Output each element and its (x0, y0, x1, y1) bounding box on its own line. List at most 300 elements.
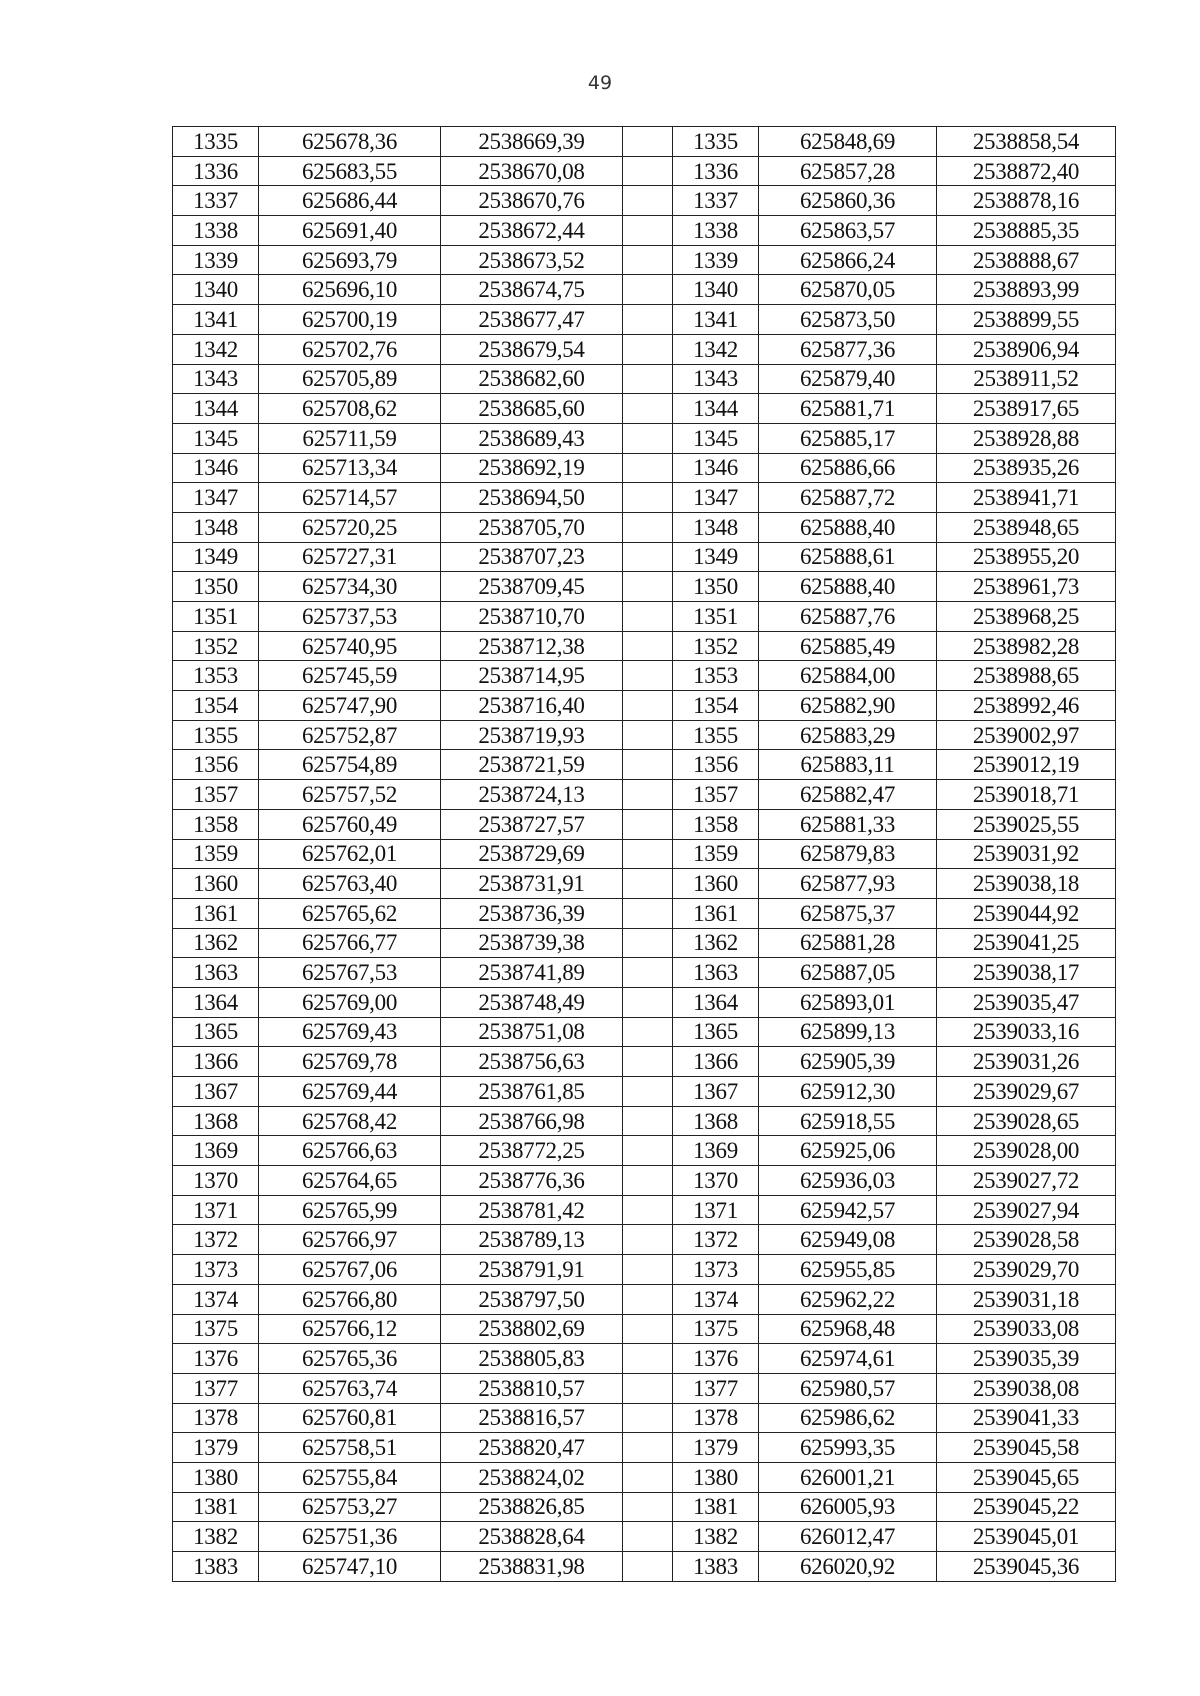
right-y-coordinate-cell: 2538899,55 (937, 305, 1116, 335)
table-row (173, 1195, 1116, 1225)
left-y-coordinate-cell: 2538679,54 (441, 334, 623, 364)
table-row (173, 156, 1116, 186)
right-y-coordinate-cell: 2539045,01 (937, 1522, 1116, 1552)
table-row (173, 394, 1116, 424)
left-point-number-cell: 1355 (173, 720, 259, 750)
right-point-number-cell: 1341 (673, 305, 759, 335)
right-x-coordinate-cell: 625888,40 (759, 512, 937, 542)
right-point-number-cell: 1363 (673, 958, 759, 988)
empty-separator-cell (623, 1077, 673, 1107)
right-x-coordinate-cell: 626020,92 (759, 1552, 937, 1582)
left-y-coordinate-cell: 2538756,63 (441, 1047, 623, 1077)
left-point-number-cell: 1370 (173, 1166, 259, 1196)
right-y-coordinate-cell: 2538928,88 (937, 423, 1116, 453)
right-point-number-cell: 1340 (673, 275, 759, 305)
left-point-number-cell: 1351 (173, 602, 259, 632)
right-y-coordinate-cell: 2539041,25 (937, 928, 1116, 958)
right-y-coordinate-cell: 2539038,17 (937, 958, 1116, 988)
left-y-coordinate-cell: 2538705,70 (441, 512, 623, 542)
right-y-coordinate-cell: 2539012,19 (937, 750, 1116, 780)
empty-separator-cell (623, 1552, 673, 1582)
left-x-coordinate-cell: 625753,27 (259, 1492, 441, 1522)
right-x-coordinate-cell: 625881,71 (759, 394, 937, 424)
right-x-coordinate-cell: 625887,76 (759, 602, 937, 632)
left-point-number-cell: 1365 (173, 1017, 259, 1047)
right-x-coordinate-cell: 625888,40 (759, 572, 937, 602)
empty-separator-cell (623, 394, 673, 424)
right-x-coordinate-cell: 626012,47 (759, 1522, 937, 1552)
right-x-coordinate-cell: 625968,48 (759, 1314, 937, 1344)
left-y-coordinate-cell: 2538674,75 (441, 275, 623, 305)
left-x-coordinate-cell: 625693,79 (259, 245, 441, 275)
table-row (173, 1403, 1116, 1433)
left-y-coordinate-cell: 2538719,93 (441, 720, 623, 750)
right-point-number-cell: 1351 (673, 602, 759, 632)
left-point-number-cell: 1347 (173, 483, 259, 513)
left-x-coordinate-cell: 625763,74 (259, 1373, 441, 1403)
empty-separator-cell (623, 1433, 673, 1463)
right-point-number-cell: 1339 (673, 245, 759, 275)
table-row (173, 245, 1116, 275)
table-row (173, 1284, 1116, 1314)
left-x-coordinate-cell: 625686,44 (259, 186, 441, 216)
right-y-coordinate-cell: 2539025,55 (937, 809, 1116, 839)
left-y-coordinate-cell: 2538766,98 (441, 1106, 623, 1136)
left-y-coordinate-cell: 2538727,57 (441, 809, 623, 839)
left-y-coordinate-cell: 2538721,59 (441, 750, 623, 780)
left-x-coordinate-cell: 625758,51 (259, 1433, 441, 1463)
left-x-coordinate-cell: 625768,42 (259, 1106, 441, 1136)
page-number: 49 (587, 72, 613, 94)
empty-separator-cell (623, 216, 673, 246)
table-row (173, 305, 1116, 335)
right-x-coordinate-cell: 625883,11 (759, 750, 937, 780)
right-y-coordinate-cell: 2538878,16 (937, 186, 1116, 216)
left-x-coordinate-cell: 625696,10 (259, 275, 441, 305)
empty-separator-cell (623, 186, 673, 216)
right-x-coordinate-cell: 625875,37 (759, 898, 937, 928)
right-point-number-cell: 1336 (673, 156, 759, 186)
right-x-coordinate-cell: 626001,21 (759, 1462, 937, 1492)
table-row (173, 661, 1116, 691)
right-y-coordinate-cell: 2539031,18 (937, 1284, 1116, 1314)
left-point-number-cell: 1381 (173, 1492, 259, 1522)
left-point-number-cell: 1342 (173, 334, 259, 364)
right-point-number-cell: 1375 (673, 1314, 759, 1344)
right-x-coordinate-cell: 625980,57 (759, 1373, 937, 1403)
table-row (173, 1106, 1116, 1136)
left-y-coordinate-cell: 2538689,43 (441, 423, 623, 453)
empty-separator-cell (623, 928, 673, 958)
left-y-coordinate-cell: 2538731,91 (441, 869, 623, 899)
table-row (173, 1136, 1116, 1166)
right-y-coordinate-cell: 2539028,65 (937, 1106, 1116, 1136)
left-y-coordinate-cell: 2538789,13 (441, 1225, 623, 1255)
empty-separator-cell (623, 334, 673, 364)
right-point-number-cell: 1368 (673, 1106, 759, 1136)
right-x-coordinate-cell: 625885,49 (759, 631, 937, 661)
right-x-coordinate-cell: 625877,36 (759, 334, 937, 364)
empty-separator-cell (623, 1106, 673, 1136)
table-row (173, 780, 1116, 810)
right-x-coordinate-cell: 625857,28 (759, 156, 937, 186)
table-row (173, 1522, 1116, 1552)
right-x-coordinate-cell: 625993,35 (759, 1433, 937, 1463)
left-x-coordinate-cell: 625766,77 (259, 928, 441, 958)
empty-separator-cell (623, 1166, 673, 1196)
empty-separator-cell (623, 1195, 673, 1225)
right-point-number-cell: 1378 (673, 1403, 759, 1433)
left-point-number-cell: 1366 (173, 1047, 259, 1077)
left-x-coordinate-cell: 625714,57 (259, 483, 441, 513)
left-point-number-cell: 1378 (173, 1403, 259, 1433)
empty-separator-cell (623, 1225, 673, 1255)
left-point-number-cell: 1375 (173, 1314, 259, 1344)
empty-separator-cell (623, 809, 673, 839)
left-x-coordinate-cell: 625767,06 (259, 1255, 441, 1285)
left-point-number-cell: 1359 (173, 839, 259, 869)
table-body (173, 127, 1116, 1582)
table-row (173, 1373, 1116, 1403)
table-row (173, 572, 1116, 602)
left-y-coordinate-cell: 2538716,40 (441, 691, 623, 721)
left-x-coordinate-cell: 625740,95 (259, 631, 441, 661)
right-point-number-cell: 1380 (673, 1462, 759, 1492)
table-row (173, 1047, 1116, 1077)
right-x-coordinate-cell: 625887,72 (759, 483, 937, 513)
left-y-coordinate-cell: 2538797,50 (441, 1284, 623, 1314)
left-y-coordinate-cell: 2538709,45 (441, 572, 623, 602)
right-x-coordinate-cell: 625885,17 (759, 423, 937, 453)
right-y-coordinate-cell: 2539038,18 (937, 869, 1116, 899)
empty-separator-cell (623, 1344, 673, 1374)
left-x-coordinate-cell: 625691,40 (259, 216, 441, 246)
empty-separator-cell (623, 275, 673, 305)
empty-separator-cell (623, 780, 673, 810)
left-x-coordinate-cell: 625765,62 (259, 898, 441, 928)
table-row (173, 1225, 1116, 1255)
left-y-coordinate-cell: 2538673,52 (441, 245, 623, 275)
right-point-number-cell: 1348 (673, 512, 759, 542)
left-point-number-cell: 1350 (173, 572, 259, 602)
left-point-number-cell: 1345 (173, 423, 259, 453)
coordinates-table (172, 126, 1116, 1582)
right-x-coordinate-cell: 625866,24 (759, 245, 937, 275)
left-point-number-cell: 1372 (173, 1225, 259, 1255)
left-x-coordinate-cell: 625745,59 (259, 661, 441, 691)
right-x-coordinate-cell: 625912,30 (759, 1077, 937, 1107)
empty-separator-cell (623, 127, 673, 157)
left-y-coordinate-cell: 2538805,83 (441, 1344, 623, 1374)
empty-separator-cell (623, 1314, 673, 1344)
table-row (173, 1433, 1116, 1463)
table-row (173, 1552, 1116, 1582)
right-point-number-cell: 1362 (673, 928, 759, 958)
empty-separator-cell (623, 1284, 673, 1314)
left-x-coordinate-cell: 625751,36 (259, 1522, 441, 1552)
table-row (173, 898, 1116, 928)
right-y-coordinate-cell: 2538955,20 (937, 542, 1116, 572)
right-x-coordinate-cell: 625936,03 (759, 1166, 937, 1196)
left-y-coordinate-cell: 2538724,13 (441, 780, 623, 810)
left-x-coordinate-cell: 625767,53 (259, 958, 441, 988)
right-y-coordinate-cell: 2538948,65 (937, 512, 1116, 542)
left-y-coordinate-cell: 2538670,08 (441, 156, 623, 186)
left-point-number-cell: 1353 (173, 661, 259, 691)
left-x-coordinate-cell: 625755,84 (259, 1462, 441, 1492)
left-x-coordinate-cell: 625720,25 (259, 512, 441, 542)
right-x-coordinate-cell: 625887,05 (759, 958, 937, 988)
left-y-coordinate-cell: 2538751,08 (441, 1017, 623, 1047)
empty-separator-cell (623, 1136, 673, 1166)
right-y-coordinate-cell: 2539045,58 (937, 1433, 1116, 1463)
right-y-coordinate-cell: 2538888,67 (937, 245, 1116, 275)
empty-separator-cell (623, 898, 673, 928)
left-y-coordinate-cell: 2538707,23 (441, 542, 623, 572)
left-point-number-cell: 1349 (173, 542, 259, 572)
empty-separator-cell (623, 572, 673, 602)
left-y-coordinate-cell: 2538748,49 (441, 987, 623, 1017)
left-y-coordinate-cell: 2538669,39 (441, 127, 623, 157)
right-y-coordinate-cell: 2539033,08 (937, 1314, 1116, 1344)
right-point-number-cell: 1335 (673, 127, 759, 157)
right-y-coordinate-cell: 2538992,46 (937, 691, 1116, 721)
right-x-coordinate-cell: 625881,33 (759, 809, 937, 839)
empty-separator-cell (623, 631, 673, 661)
right-x-coordinate-cell: 625893,01 (759, 987, 937, 1017)
right-y-coordinate-cell: 2539031,26 (937, 1047, 1116, 1077)
left-y-coordinate-cell: 2538692,19 (441, 453, 623, 483)
right-point-number-cell: 1356 (673, 750, 759, 780)
left-point-number-cell: 1364 (173, 987, 259, 1017)
left-y-coordinate-cell: 2538672,44 (441, 216, 623, 246)
right-y-coordinate-cell: 2538858,54 (937, 127, 1116, 157)
left-point-number-cell: 1371 (173, 1195, 259, 1225)
left-point-number-cell: 1379 (173, 1433, 259, 1463)
left-point-number-cell: 1362 (173, 928, 259, 958)
left-y-coordinate-cell: 2538802,69 (441, 1314, 623, 1344)
table-row (173, 720, 1116, 750)
right-x-coordinate-cell: 625877,93 (759, 869, 937, 899)
left-point-number-cell: 1358 (173, 809, 259, 839)
left-point-number-cell: 1383 (173, 1552, 259, 1582)
left-x-coordinate-cell: 625711,59 (259, 423, 441, 453)
left-point-number-cell: 1356 (173, 750, 259, 780)
right-y-coordinate-cell: 2539029,70 (937, 1255, 1116, 1285)
left-y-coordinate-cell: 2538685,60 (441, 394, 623, 424)
table-row (173, 423, 1116, 453)
right-y-coordinate-cell: 2539029,67 (937, 1077, 1116, 1107)
right-x-coordinate-cell: 625882,90 (759, 691, 937, 721)
left-point-number-cell: 1363 (173, 958, 259, 988)
right-point-number-cell: 1383 (673, 1552, 759, 1582)
right-point-number-cell: 1358 (673, 809, 759, 839)
right-y-coordinate-cell: 2538968,25 (937, 602, 1116, 632)
left-point-number-cell: 1336 (173, 156, 259, 186)
table-row (173, 542, 1116, 572)
right-x-coordinate-cell: 625918,55 (759, 1106, 937, 1136)
table-row (173, 631, 1116, 661)
right-y-coordinate-cell: 2538961,73 (937, 572, 1116, 602)
right-point-number-cell: 1365 (673, 1017, 759, 1047)
left-point-number-cell: 1382 (173, 1522, 259, 1552)
left-y-coordinate-cell: 2538670,76 (441, 186, 623, 216)
left-x-coordinate-cell: 625708,62 (259, 394, 441, 424)
empty-separator-cell (623, 869, 673, 899)
left-x-coordinate-cell: 625760,49 (259, 809, 441, 839)
left-y-coordinate-cell: 2538682,60 (441, 364, 623, 394)
left-x-coordinate-cell: 625766,97 (259, 1225, 441, 1255)
right-y-coordinate-cell: 2539033,16 (937, 1017, 1116, 1047)
left-y-coordinate-cell: 2538781,42 (441, 1195, 623, 1225)
right-point-number-cell: 1364 (673, 987, 759, 1017)
table-row (173, 1462, 1116, 1492)
empty-separator-cell (623, 483, 673, 513)
table-row (173, 750, 1116, 780)
left-y-coordinate-cell: 2538729,69 (441, 839, 623, 869)
table-row (173, 127, 1116, 157)
left-x-coordinate-cell: 625702,76 (259, 334, 441, 364)
left-y-coordinate-cell: 2538826,85 (441, 1492, 623, 1522)
right-point-number-cell: 1347 (673, 483, 759, 513)
table-row (173, 334, 1116, 364)
table-row (173, 809, 1116, 839)
right-point-number-cell: 1357 (673, 780, 759, 810)
left-y-coordinate-cell: 2538741,89 (441, 958, 623, 988)
left-y-coordinate-cell: 2538828,64 (441, 1522, 623, 1552)
left-y-coordinate-cell: 2538677,47 (441, 305, 623, 335)
right-point-number-cell: 1349 (673, 542, 759, 572)
right-point-number-cell: 1343 (673, 364, 759, 394)
right-point-number-cell: 1359 (673, 839, 759, 869)
empty-separator-cell (623, 1047, 673, 1077)
left-x-coordinate-cell: 625678,36 (259, 127, 441, 157)
left-point-number-cell: 1339 (173, 245, 259, 275)
right-y-coordinate-cell: 2539028,00 (937, 1136, 1116, 1166)
empty-separator-cell (623, 1255, 673, 1285)
left-y-coordinate-cell: 2538712,38 (441, 631, 623, 661)
right-y-coordinate-cell: 2539045,36 (937, 1552, 1116, 1582)
right-point-number-cell: 1346 (673, 453, 759, 483)
left-x-coordinate-cell: 625762,01 (259, 839, 441, 869)
table-row (173, 958, 1116, 988)
right-y-coordinate-cell: 2539031,92 (937, 839, 1116, 869)
table-row (173, 216, 1116, 246)
right-x-coordinate-cell: 625886,66 (759, 453, 937, 483)
right-x-coordinate-cell: 625881,28 (759, 928, 937, 958)
empty-separator-cell (623, 1403, 673, 1433)
left-point-number-cell: 1361 (173, 898, 259, 928)
right-point-number-cell: 1352 (673, 631, 759, 661)
right-x-coordinate-cell: 625873,50 (759, 305, 937, 335)
right-x-coordinate-cell: 625925,06 (759, 1136, 937, 1166)
empty-separator-cell (623, 512, 673, 542)
right-point-number-cell: 1361 (673, 898, 759, 928)
right-point-number-cell: 1342 (673, 334, 759, 364)
right-x-coordinate-cell: 625905,39 (759, 1047, 937, 1077)
left-y-coordinate-cell: 2538810,57 (441, 1373, 623, 1403)
left-y-coordinate-cell: 2538791,91 (441, 1255, 623, 1285)
table-row (173, 602, 1116, 632)
right-point-number-cell: 1379 (673, 1433, 759, 1463)
right-point-number-cell: 1369 (673, 1136, 759, 1166)
left-x-coordinate-cell: 625766,63 (259, 1136, 441, 1166)
right-x-coordinate-cell: 625863,57 (759, 216, 937, 246)
empty-separator-cell (623, 720, 673, 750)
right-point-number-cell: 1345 (673, 423, 759, 453)
table-row (173, 1166, 1116, 1196)
right-x-coordinate-cell: 625962,22 (759, 1284, 937, 1314)
right-y-coordinate-cell: 2539038,08 (937, 1373, 1116, 1403)
right-x-coordinate-cell: 625860,36 (759, 186, 937, 216)
right-y-coordinate-cell: 2539027,94 (937, 1195, 1116, 1225)
table-row (173, 453, 1116, 483)
right-x-coordinate-cell: 625870,05 (759, 275, 937, 305)
left-point-number-cell: 1335 (173, 127, 259, 157)
table-row (173, 1344, 1116, 1374)
right-y-coordinate-cell: 2538941,71 (937, 483, 1116, 513)
left-y-coordinate-cell: 2538714,95 (441, 661, 623, 691)
right-y-coordinate-cell: 2538885,35 (937, 216, 1116, 246)
right-point-number-cell: 1376 (673, 1344, 759, 1374)
right-y-coordinate-cell: 2539018,71 (937, 780, 1116, 810)
left-point-number-cell: 1360 (173, 869, 259, 899)
left-x-coordinate-cell: 625752,87 (259, 720, 441, 750)
left-x-coordinate-cell: 625766,80 (259, 1284, 441, 1314)
left-point-number-cell: 1354 (173, 691, 259, 721)
left-x-coordinate-cell: 625734,30 (259, 572, 441, 602)
empty-separator-cell (623, 1373, 673, 1403)
left-point-number-cell: 1373 (173, 1255, 259, 1285)
right-x-coordinate-cell: 625949,08 (759, 1225, 937, 1255)
left-y-coordinate-cell: 2538816,57 (441, 1403, 623, 1433)
table-row (173, 1492, 1116, 1522)
left-x-coordinate-cell: 625769,43 (259, 1017, 441, 1047)
left-y-coordinate-cell: 2538831,98 (441, 1552, 623, 1582)
right-y-coordinate-cell: 2539035,47 (937, 987, 1116, 1017)
right-point-number-cell: 1371 (673, 1195, 759, 1225)
right-y-coordinate-cell: 2539041,33 (937, 1403, 1116, 1433)
empty-separator-cell (623, 1462, 673, 1492)
left-x-coordinate-cell: 625727,31 (259, 542, 441, 572)
left-x-coordinate-cell: 625754,89 (259, 750, 441, 780)
right-y-coordinate-cell: 2538893,99 (937, 275, 1116, 305)
empty-separator-cell (623, 987, 673, 1017)
empty-separator-cell (623, 1522, 673, 1552)
right-point-number-cell: 1373 (673, 1255, 759, 1285)
empty-separator-cell (623, 305, 673, 335)
right-point-number-cell: 1381 (673, 1492, 759, 1522)
left-x-coordinate-cell: 625769,00 (259, 987, 441, 1017)
left-x-coordinate-cell: 625765,36 (259, 1344, 441, 1374)
left-x-coordinate-cell: 625769,78 (259, 1047, 441, 1077)
right-x-coordinate-cell: 625882,47 (759, 780, 937, 810)
left-x-coordinate-cell: 625747,90 (259, 691, 441, 721)
left-point-number-cell: 1343 (173, 364, 259, 394)
left-y-coordinate-cell: 2538739,38 (441, 928, 623, 958)
left-point-number-cell: 1367 (173, 1077, 259, 1107)
table-row (173, 1314, 1116, 1344)
right-x-coordinate-cell: 626005,93 (759, 1492, 937, 1522)
right-y-coordinate-cell: 2539002,97 (937, 720, 1116, 750)
left-y-coordinate-cell: 2538761,85 (441, 1077, 623, 1107)
right-point-number-cell: 1366 (673, 1047, 759, 1077)
empty-separator-cell (623, 453, 673, 483)
left-point-number-cell: 1340 (173, 275, 259, 305)
left-y-coordinate-cell: 2538710,70 (441, 602, 623, 632)
right-y-coordinate-cell: 2539027,72 (937, 1166, 1116, 1196)
left-point-number-cell: 1357 (173, 780, 259, 810)
